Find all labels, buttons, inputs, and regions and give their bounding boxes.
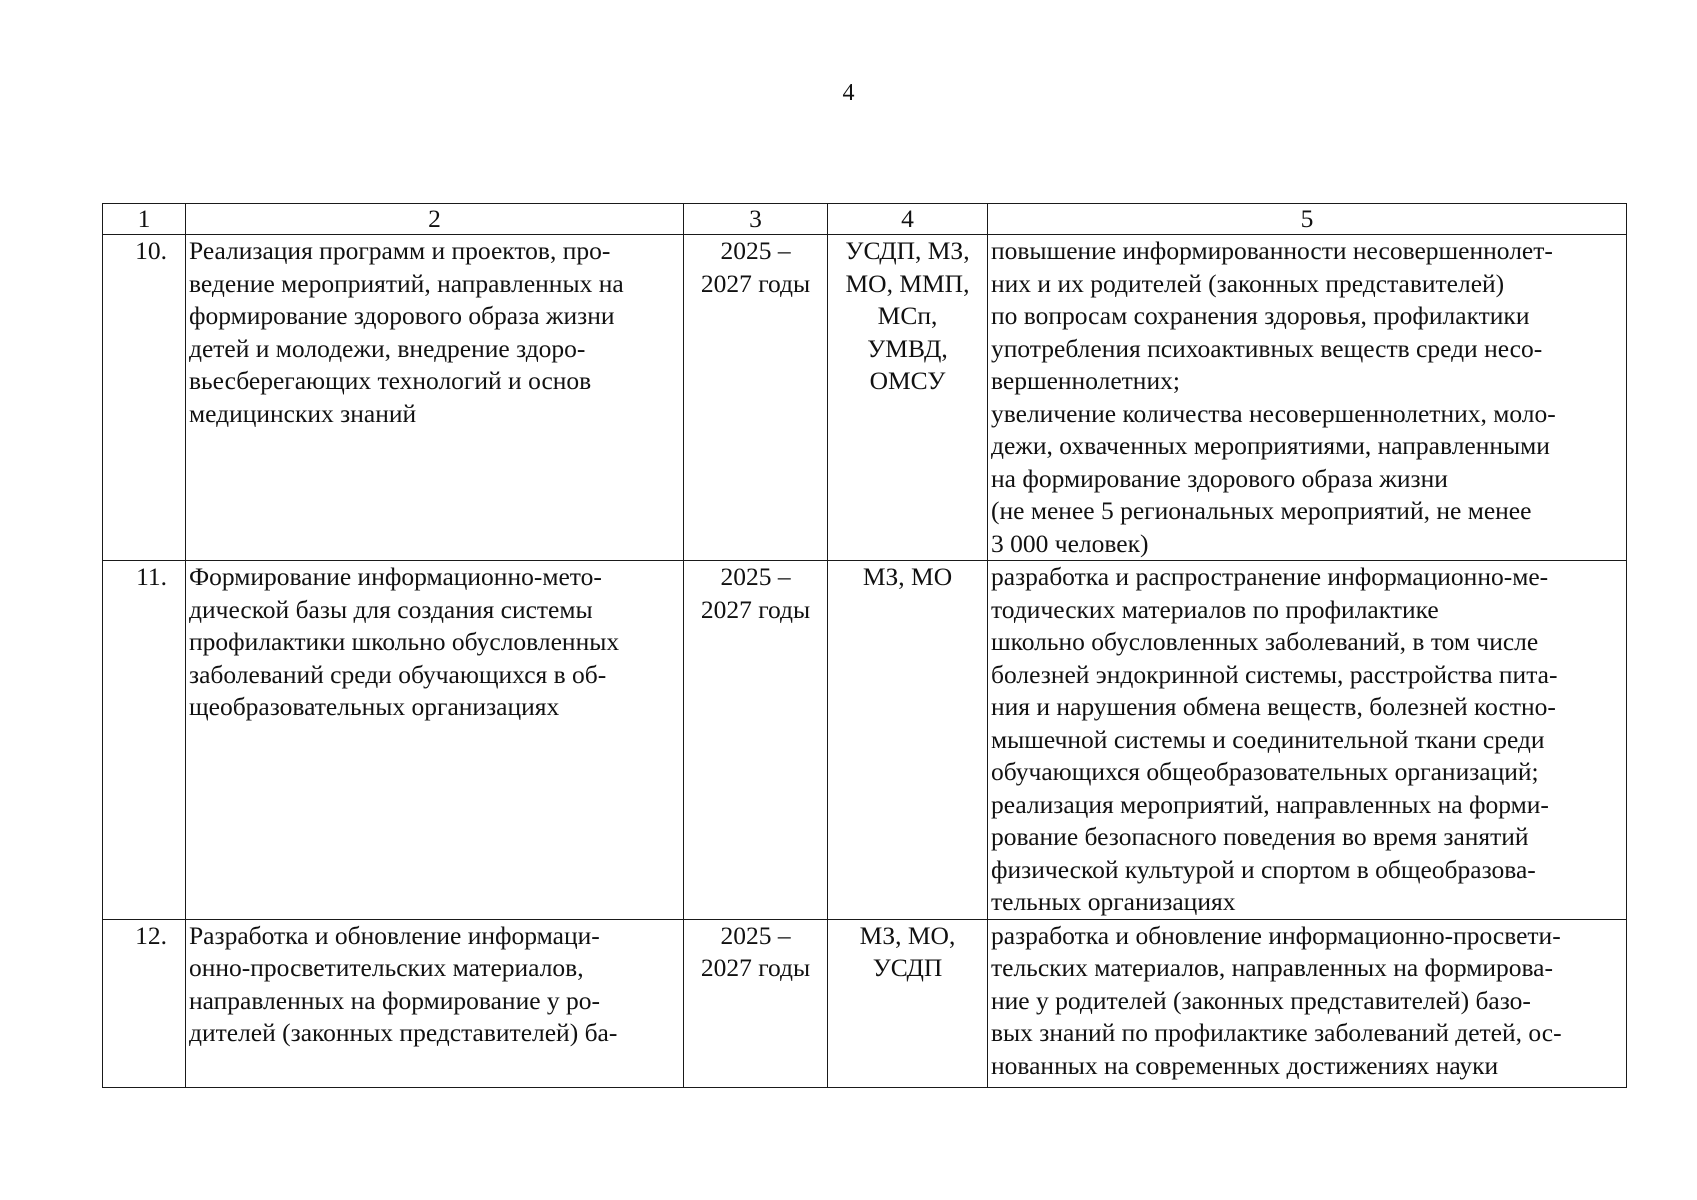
activity-cell: Формирование информационно-мето- дической базы для создания системы профилактики школьно обусловленных заболеваний среди обучающихся в об- щеобразовательных организациях: [186, 561, 684, 920]
row-number: 11.: [103, 561, 186, 920]
table-row: [103, 919, 1627, 1087]
header-cell-1: 1: [103, 204, 186, 235]
activity-cell: Реализация программ и проектов, про- ведение мероприятий, направленных на формирование здорового образа жизни детей и молодежи, внедрение здоро- вьесберегающих технологий и основ медицинских знаний: [186, 235, 684, 561]
executors-cell: УСДП, МЗ, МО, ММП, МСп, УМВД, ОМСУ: [828, 235, 988, 561]
row-number: 12.: [103, 919, 186, 1087]
period-cell: 2025 – 2027 годы: [684, 561, 828, 920]
header-cell-4: 4: [828, 204, 988, 235]
row-number: 10.: [103, 235, 186, 561]
header-cell-5: 5: [988, 204, 1627, 235]
executors-cell: МЗ, МО, УСДП: [828, 919, 988, 1087]
result-cell: разработка и обновление информационно-просвети- тельских материалов, направленных на формирова- ние у родителей (законных представителей) базо- вых знаний по профилактике заболеваний детей, ос- нованных на современных достижениях науки: [988, 919, 1627, 1087]
header-cell-2: 2: [186, 204, 684, 235]
table-row: [103, 235, 1627, 561]
table-header-row: [103, 204, 1627, 235]
period-cell: 2025 – 2027 годы: [684, 235, 828, 561]
activity-cell: Разработка и обновление информаци- онно-просветительских материалов, направленных на формирование у ро- дителей (законных представителей) ба-: [186, 919, 684, 1087]
page-number: 4: [842, 80, 855, 106]
executors-cell: МЗ, МО: [828, 561, 988, 920]
period-cell: 2025 – 2027 годы: [684, 919, 828, 1087]
result-cell: повышение информированности несовершеннолет- них и их родителей (законных представителей) по вопросам сохранения здоровья, профилактики употребления психоактивных веществ среди несо- вершеннолетних; увеличение количества несовершеннолетних, моло- дежи, охваченных мероприятиями, направленными на формирование здорового образа жизни (не менее 5 региональных мероприятий, не менее 3 000 человек): [988, 235, 1627, 561]
header-cell-3: 3: [684, 204, 828, 235]
table-row: [103, 561, 1627, 920]
measures-table: [102, 203, 1627, 1088]
result-cell: разработка и распространение информационно-ме- тодических материалов по профилактике школьно обусловленных заболеваний, в том числе болезней эндокринной системы, расстройства пита- ния и нарушения обмена веществ, болезней костно- мышечной системы и соединительной ткани среди обучающихся общеобразовательных организаций; реализация мероприятий, направленных на форми- рование безопасного поведения во время занятий физической культурой и спортом в общеобразова- тельных организациях: [988, 561, 1627, 920]
